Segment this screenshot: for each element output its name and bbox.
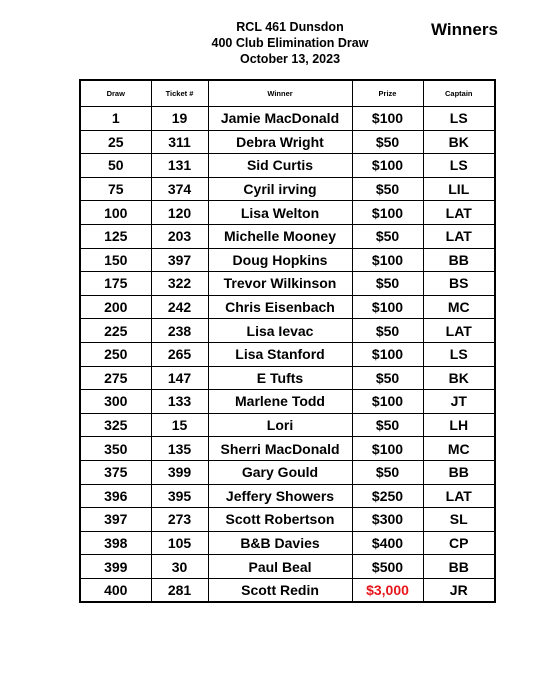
draw-cell: 175 (80, 272, 151, 296)
captain-cell: BK (423, 130, 495, 154)
ticket-cell: 203 (151, 224, 208, 248)
ticket-cell: 133 (151, 390, 208, 414)
captain-cell: LS (423, 107, 495, 131)
prize-cell: $100 (352, 154, 423, 178)
draw-cell: 399 (80, 555, 151, 579)
ticket-cell: 242 (151, 295, 208, 319)
ticket-cell: 311 (151, 130, 208, 154)
prize-cell: $50 (352, 460, 423, 484)
title-line-organization: RCL 461 Dunsdon (236, 20, 344, 34)
winner-cell: Sherri MacDonald (208, 437, 352, 461)
winner-cell: Jamie MacDonald (208, 107, 352, 131)
prize-cell: $50 (352, 130, 423, 154)
winner-cell: Lori (208, 413, 352, 437)
table-row (80, 390, 495, 414)
captain-cell: BB (423, 248, 495, 272)
prize-cell: $100 (352, 390, 423, 414)
winner-cell: Gary Gould (208, 460, 352, 484)
ticket-cell: 322 (151, 272, 208, 296)
winner-cell: Marlene Todd (208, 390, 352, 414)
prize-cell: $3,000 (352, 578, 423, 602)
draw-cell: 75 (80, 177, 151, 201)
column-header-winner: Winner (208, 80, 352, 107)
table-row (80, 342, 495, 366)
ticket-cell: 15 (151, 413, 208, 437)
captain-cell: LAT (423, 484, 495, 508)
ticket-cell: 397 (151, 248, 208, 272)
ticket-cell: 265 (151, 342, 208, 366)
table-row (80, 413, 495, 437)
captain-cell: LAT (423, 201, 495, 225)
column-header-ticket: Ticket # (151, 80, 208, 107)
document-title (160, 19, 420, 67)
winner-cell: Lisa Stanford (208, 342, 352, 366)
captain-cell: BB (423, 460, 495, 484)
prize-cell: $100 (352, 201, 423, 225)
draw-cell: 325 (80, 413, 151, 437)
column-header-prize: Prize (352, 80, 423, 107)
winner-cell: Scott Robertson (208, 508, 352, 532)
draw-cell: 150 (80, 248, 151, 272)
table-row (80, 508, 495, 532)
draw-cell: 250 (80, 342, 151, 366)
draw-cell: 300 (80, 390, 151, 414)
draw-cell: 25 (80, 130, 151, 154)
winner-cell: Michelle Mooney (208, 224, 352, 248)
table-row (80, 107, 495, 131)
winner-cell: Lisa Ievac (208, 319, 352, 343)
table-row (80, 177, 495, 201)
table-row (80, 484, 495, 508)
captain-cell: LAT (423, 319, 495, 343)
captain-cell: JT (423, 390, 495, 414)
captain-cell: LIL (423, 177, 495, 201)
draw-cell: 396 (80, 484, 151, 508)
table-row (80, 224, 495, 248)
column-header-draw: Draw (80, 80, 151, 107)
table-body (80, 107, 495, 603)
winner-cell: Chris Eisenbach (208, 295, 352, 319)
captain-cell: CP (423, 531, 495, 555)
table-row (80, 531, 495, 555)
table-row (80, 154, 495, 178)
captain-cell: LS (423, 342, 495, 366)
title-line-event: 400 Club Elimination Draw (211, 36, 369, 50)
winner-cell: Scott Redin (208, 578, 352, 602)
table-row (80, 555, 495, 579)
ticket-cell: 19 (151, 107, 208, 131)
table-row (80, 366, 495, 390)
winner-cell: B&B Davies (208, 531, 352, 555)
draw-cell: 400 (80, 578, 151, 602)
winner-cell: Debra Wright (208, 130, 352, 154)
prize-cell: $50 (352, 366, 423, 390)
prize-cell: $100 (352, 437, 423, 461)
winner-cell: Lisa Welton (208, 201, 352, 225)
table-row (80, 201, 495, 225)
winner-cell: Jeffery Showers (208, 484, 352, 508)
ticket-cell: 395 (151, 484, 208, 508)
draw-cell: 1 (80, 107, 151, 131)
prize-cell: $50 (352, 224, 423, 248)
captain-cell: BS (423, 272, 495, 296)
captain-cell: BK (423, 366, 495, 390)
draw-cell: 375 (80, 460, 151, 484)
prize-cell: $50 (352, 177, 423, 201)
title-line-date: October 13, 2023 (239, 52, 341, 66)
ticket-cell: 105 (151, 531, 208, 555)
prize-cell: $100 (352, 342, 423, 366)
prize-cell: $50 (352, 272, 423, 296)
ticket-cell: 147 (151, 366, 208, 390)
table-row (80, 319, 495, 343)
captain-cell: LH (423, 413, 495, 437)
captain-cell: SL (423, 508, 495, 532)
ticket-cell: 131 (151, 154, 208, 178)
ticket-cell: 30 (151, 555, 208, 579)
draw-cell: 397 (80, 508, 151, 532)
column-header-captain: Captain (423, 80, 495, 107)
ticket-cell: 399 (151, 460, 208, 484)
ticket-cell: 238 (151, 319, 208, 343)
table-row (80, 578, 495, 602)
prize-cell: $400 (352, 531, 423, 555)
draw-cell: 200 (80, 295, 151, 319)
captain-cell: BB (423, 555, 495, 579)
draw-cell: 275 (80, 366, 151, 390)
ticket-cell: 374 (151, 177, 208, 201)
ticket-cell: 281 (151, 578, 208, 602)
winner-cell: E Tufts (208, 366, 352, 390)
winner-cell: Paul Beal (208, 555, 352, 579)
draw-cell: 350 (80, 437, 151, 461)
draw-cell: 50 (80, 154, 151, 178)
table-header-row (80, 80, 495, 107)
draw-cell: 225 (80, 319, 151, 343)
ticket-cell: 120 (151, 201, 208, 225)
table-row (80, 272, 495, 296)
winner-cell: Cyril irving (208, 177, 352, 201)
captain-cell: LAT (423, 224, 495, 248)
winner-cell: Sid Curtis (208, 154, 352, 178)
prize-cell: $100 (352, 107, 423, 131)
winner-cell: Doug Hopkins (208, 248, 352, 272)
prize-cell: $250 (352, 484, 423, 508)
table-row (80, 437, 495, 461)
table-row (80, 295, 495, 319)
prize-cell: $50 (352, 319, 423, 343)
table-row (80, 130, 495, 154)
draw-cell: 398 (80, 531, 151, 555)
prize-cell: $300 (352, 508, 423, 532)
winner-cell: Trevor Wilkinson (208, 272, 352, 296)
captain-cell: MC (423, 437, 495, 461)
table-row (80, 248, 495, 272)
prize-cell: $100 (352, 248, 423, 272)
winners-table (79, 79, 496, 603)
ticket-cell: 273 (151, 508, 208, 532)
draw-cell: 100 (80, 201, 151, 225)
captain-cell: JR (423, 578, 495, 602)
prize-cell: $100 (352, 295, 423, 319)
table-row (80, 460, 495, 484)
captain-cell: MC (423, 295, 495, 319)
draw-cell: 125 (80, 224, 151, 248)
winners-heading: Winners (431, 20, 498, 39)
prize-cell: $50 (352, 413, 423, 437)
captain-cell: LS (423, 154, 495, 178)
prize-cell: $500 (352, 555, 423, 579)
ticket-cell: 135 (151, 437, 208, 461)
